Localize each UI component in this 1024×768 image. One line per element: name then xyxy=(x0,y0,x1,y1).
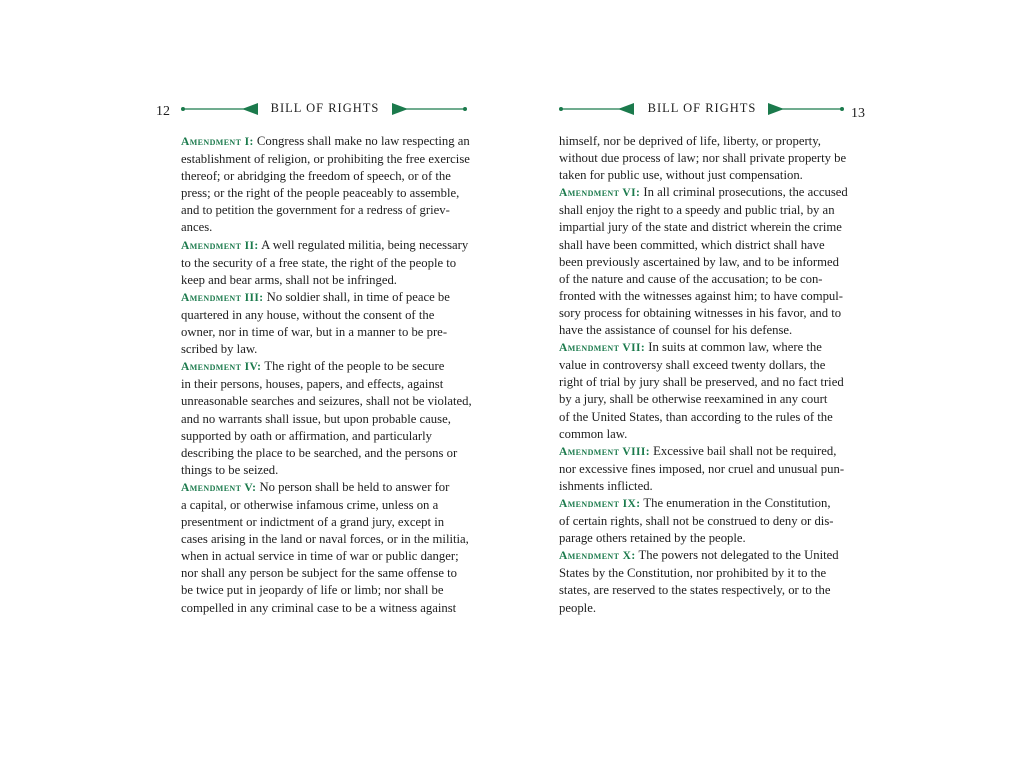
line-text: quartered in any house, without the consent of the xyxy=(181,307,435,322)
text-line xyxy=(559,184,847,202)
line-text: cases arising in the land or naval forces, or in the militia, xyxy=(181,532,469,547)
line-text: thereof; or abridging the freedom of speech, or of the xyxy=(181,169,451,184)
amendment-label: Amendment X: xyxy=(559,550,636,563)
text-line xyxy=(181,272,466,289)
text-line xyxy=(559,150,847,167)
line-text: unreasonable searches and seizures, shall not be violated, xyxy=(181,394,472,409)
amendment-paragraph xyxy=(181,237,469,289)
text-line xyxy=(559,426,847,443)
line-text: shall have been committed, which district shall have xyxy=(559,237,825,252)
text-line xyxy=(559,443,847,461)
line-text: and to petition the government for a redress of griev- xyxy=(181,203,450,218)
line-text: ances. xyxy=(181,220,213,235)
page-number: 13 xyxy=(851,106,865,121)
amendment-label: Amendment V: xyxy=(181,481,257,494)
line-text: No person shall be held to answer for xyxy=(259,479,450,494)
text-line xyxy=(181,582,466,599)
line-text: and no warrants shall issue, but upon probable cause, xyxy=(181,411,451,426)
text-line xyxy=(559,254,847,271)
text-line xyxy=(559,461,847,478)
text-line xyxy=(559,600,847,617)
line-text: shall enjoy the right to a speedy and public trial, by an xyxy=(559,203,835,218)
line-text: without due process of law; nor shall private property be xyxy=(559,151,847,166)
line-text: to the security of a free state, the right of the people to xyxy=(181,255,457,270)
text-line xyxy=(181,462,466,479)
amendment-paragraph xyxy=(559,184,847,339)
running-head xyxy=(556,100,848,118)
text-line xyxy=(559,219,847,236)
text-line xyxy=(559,409,847,426)
line-text: describing the place to be searched, and the persons or xyxy=(181,445,458,460)
line-text: have the assistance of counsel for his defense. xyxy=(559,323,793,338)
text-line xyxy=(181,393,472,410)
line-text: compelled in any criminal case to be a witness against xyxy=(181,600,457,615)
text-line xyxy=(181,133,470,151)
line-text: No soldier shall, in time of peace be xyxy=(266,289,450,304)
line-text: things to be seized. xyxy=(181,462,279,477)
text-block xyxy=(559,133,847,617)
line-text: common law. xyxy=(559,426,628,441)
text-line xyxy=(181,237,469,255)
text-line xyxy=(181,324,466,341)
line-text: of the nature and cause of the accusation; to be con- xyxy=(559,271,823,286)
line-text: establishment of religion, or prohibiting the free exercise xyxy=(181,152,470,167)
text-line xyxy=(559,133,847,150)
text-line xyxy=(181,411,466,428)
text-line xyxy=(559,478,847,495)
amendment-paragraph xyxy=(559,495,847,547)
text-line xyxy=(559,357,847,374)
line-text: right of trial by jury shall be preserved, and no fact tried xyxy=(559,375,844,390)
line-text: impartial jury of the state and district wherein the crime xyxy=(559,220,842,235)
text-line xyxy=(559,271,847,288)
amendment-label: Amendment III: xyxy=(181,291,264,304)
line-text: in their persons, houses, papers, and effects, against xyxy=(181,377,444,392)
text-line xyxy=(181,219,466,236)
line-text: press; or the right of the people peaceably to assemble, xyxy=(181,186,460,201)
line-text: people. xyxy=(559,600,596,615)
line-text: A well regulated militia, being necessary xyxy=(261,237,469,252)
amendment-label: Amendment VI: xyxy=(559,187,641,200)
text-line xyxy=(181,548,466,565)
text-line xyxy=(181,358,466,376)
line-text: presentment or indictment of a grand jury, except in xyxy=(181,515,445,530)
amendment-paragraph xyxy=(181,479,469,617)
text-line xyxy=(181,514,466,531)
text-line xyxy=(181,289,466,307)
line-text: of the United States, than according to the rules of the xyxy=(559,409,833,424)
amendment-label: Amendment VII: xyxy=(559,342,646,355)
text-line xyxy=(181,185,466,202)
line-text: states, are reserved to the states respectively, or to the xyxy=(559,583,831,598)
text-line xyxy=(181,255,466,272)
text-line xyxy=(181,479,466,497)
line-text: States by the Constitution, nor prohibited by it to the xyxy=(559,566,827,581)
text-block xyxy=(181,133,472,617)
text-line xyxy=(181,600,466,617)
text-line xyxy=(181,307,466,324)
amendment-paragraph xyxy=(559,547,847,616)
text-line xyxy=(181,202,466,219)
line-text: scribed by law. xyxy=(181,342,258,357)
line-text: In suits at common law, where the xyxy=(648,340,822,355)
line-text: fronted with the witnesses against him; to have compul- xyxy=(559,288,844,303)
amendment-label: Amendment IX: xyxy=(559,497,641,510)
text-line xyxy=(181,151,470,168)
text-line xyxy=(559,582,847,599)
amendment-label: Amendment I: xyxy=(181,136,254,148)
line-text: value in controversy shall exceed twenty dollars, the xyxy=(559,358,826,373)
amendment-label: Amendment VIII: xyxy=(559,445,650,458)
text-line xyxy=(181,428,466,445)
text-line xyxy=(559,237,847,254)
line-text: owner, nor in time of war, but in a manner to be pre- xyxy=(181,325,448,340)
text-line xyxy=(181,565,466,582)
line-text: of certain rights, shall not be construed to deny or dis- xyxy=(559,514,834,529)
text-line xyxy=(559,305,847,322)
running-head xyxy=(180,100,470,118)
amendment-paragraph xyxy=(181,289,466,358)
amendment-paragraph xyxy=(559,443,847,495)
text-line xyxy=(559,391,847,408)
line-text: be twice put in jeopardy of life or limb; nor shall be xyxy=(181,583,444,598)
text-line xyxy=(559,339,847,357)
running-title: BILL OF RIGHTS xyxy=(270,101,380,115)
line-text: In all criminal prosecutions, the accused xyxy=(643,185,848,200)
line-text: The enumeration in the Constitution, xyxy=(643,495,831,510)
amendment-paragraph xyxy=(559,339,847,443)
line-text: Congress shall make no law respecting an xyxy=(256,134,470,148)
text-line xyxy=(559,167,847,184)
text-line xyxy=(559,374,847,391)
text-line xyxy=(181,445,466,462)
text-line xyxy=(181,341,466,358)
text-line xyxy=(559,322,847,339)
text-line xyxy=(559,530,847,547)
line-text: The right of the people to be secure xyxy=(264,359,445,374)
line-text: parage others retained by the people. xyxy=(559,531,746,546)
line-text: taken for public use, without just compensation. xyxy=(559,168,803,183)
running-title: BILL OF RIGHTS xyxy=(647,101,757,115)
line-text: supported by oath or affirmation, and particularly xyxy=(181,428,432,443)
text-line xyxy=(559,495,847,513)
line-text: a capital, or otherwise infamous crime, unless on a xyxy=(181,497,439,512)
line-text: nor excessive fines imposed, nor cruel and unusual pun- xyxy=(559,461,845,476)
amendment-paragraph xyxy=(181,133,470,237)
line-text: himself, nor be deprived of life, liberty, or property, xyxy=(559,134,821,148)
text-line xyxy=(559,513,847,530)
text-line xyxy=(559,547,847,565)
text-line xyxy=(181,376,466,393)
text-line xyxy=(181,168,466,185)
line-text: The powers not delegated to the United xyxy=(638,548,839,563)
line-text: ishments inflicted. xyxy=(559,478,653,493)
amendment-label: Amendment II: xyxy=(181,239,259,252)
line-text: been previously ascertained by law, and to be informed xyxy=(559,254,839,269)
amendment-paragraph xyxy=(559,133,847,184)
line-text: keep and bear arms, shall not be infringed. xyxy=(181,272,397,287)
page-number: 12 xyxy=(156,104,170,119)
text-line xyxy=(559,202,847,219)
amendment-label: Amendment IV: xyxy=(181,361,262,374)
line-text: Excessive bail shall not be required, xyxy=(653,443,837,458)
amendment-paragraph xyxy=(181,358,472,479)
line-text: when in actual service in time of war or public danger; xyxy=(181,549,459,564)
text-line xyxy=(559,565,847,582)
text-line xyxy=(181,497,466,514)
line-text: by a jury, shall be otherwise reexamined in any court xyxy=(559,392,828,407)
text-line xyxy=(559,288,847,305)
text-line xyxy=(181,531,469,548)
right-page xyxy=(512,0,1024,768)
line-text: nor shall any person be subject for the same offense to xyxy=(181,566,457,581)
line-text: sory process for obtaining witnesses in his favor, and to xyxy=(559,305,842,320)
